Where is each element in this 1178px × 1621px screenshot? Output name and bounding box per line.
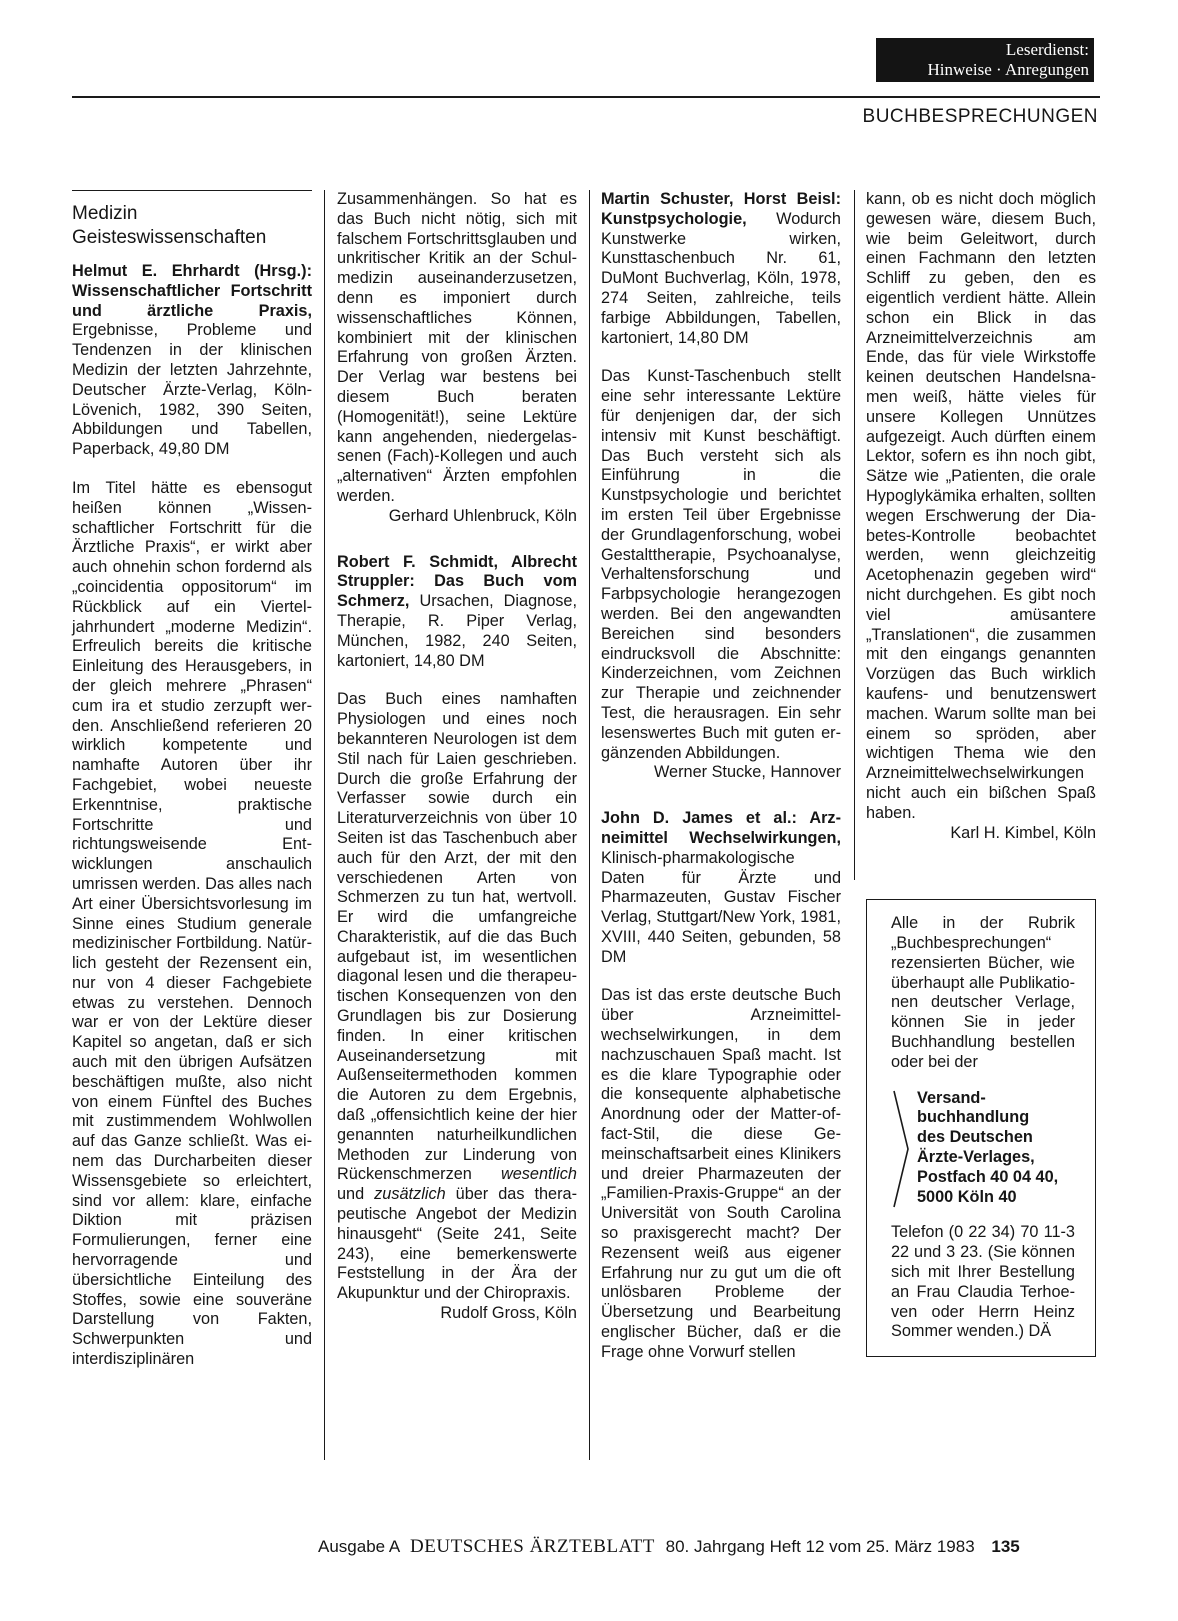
review-2-bibliography: Ursachen, Diagnose, Therapie, R. Piper Verlag, München, 1982, 240 Seiten, kartoniert, 14,80 DM	[337, 592, 577, 670]
section-title: BUCHBESPRECHUNGEN	[862, 106, 1098, 127]
address-line-6: 5000 Köln 40	[917, 1187, 1017, 1206]
category-heading	[72, 202, 312, 250]
review-2-heading: Robert F. Schmidt, Albrecht Struppler: Das Buch vom Schmerz,	[337, 552, 577, 611]
ordering-info-box	[866, 899, 1096, 1357]
review-4-heading: John D. James et al.: Arzneimittel Wechselwirkungen,	[601, 809, 841, 847]
footer-magazine: DEUTSCHES ÄRZTEBLATT	[410, 1536, 655, 1557]
section-badge	[876, 38, 1094, 82]
review-1-body-continued: Zusammenhängen. So hat es das Buch nicht nötig, sich mit falschem Fortschrittsglauben und unkritischer Kritik an der Schulmedizin auseinanderzusetzen, denn es imponiert durch wissenschaftliches Können, kombiniert mit der klinischen Erfahrung von großen Ärzten. Der Verlag war bestens bei diesem Buch beraten (Homogenität!), seine Lektüre kann angehenden, niedergelassenen (Fach)-Kollegen und auch „alternativen“ Ärzten empfohlen werden.	[337, 190, 577, 505]
review-3-body: Das Kunst-Taschenbuch stellt eine sehr interessante Lektüre für denjenigen dar, der sich intensiv mit Kunst beschäftigt. Das Buch versteht sich als Einführung in die Kunstpsychologie und berichtet im ersten Teil über Ergebnisse der Grundlagenforschung, wobei Gestalttherapie, Psychoanalyse, Verhaltensforschung und Farbpsychologie herangezogen werden. Bei den angewandten Bereichen sind besonders eindrucksvoll die Abschnitte: Kinderzeichnen, vom Zeichnen zur Therapie und zeichnender Test, die herausragen. Ein sehr lesenswertes Buch mit guten ergänzenden Abbildungen.	[601, 367, 841, 762]
review-2-body-c: über das therapeutische Angebot der Medizin hinausgeht“ (Seite 241, Seite 243), eine bemerkenswerte Feststellung in der Ära der Akupunktur und der Chiropraxis.	[337, 1185, 577, 1303]
top-rule	[72, 96, 1100, 98]
category-line-1: Medizin	[72, 203, 138, 224]
page-footer	[318, 1536, 1020, 1558]
review-4-body: Das ist das erste deutsche Buch über Arzneimittelwechselwirkungen, in dem nachzuschauen Spaß macht. Ist es die klare Typographie oder die konsequente alphabetische Anordnung oder der Matter-of-fact-Stil, die diese Gemeinschaftsarbeit eines Klinikers und dreier Pharmazeuten der „Familien-Praxis-Gruppe“ an der Universität von South Carolina so praxisgerecht macht? Der Rezensent weiß aus eigener Erfahrung nur zu gut um die oft unlösbaren Probleme der Übersetzung und Bearbeitung englischer Bücher, daß er die Frage ohne Vorwurf stellen	[601, 986, 841, 1361]
review-4-citation	[601, 809, 841, 967]
review-1-body: Im Titel hätte es ebensogut heißen können „Wissenschaftlicher Fortschritt für die Ärztliche Praxis“, er wirkt aber auch ohnehin schon fordernd als „coincidentia oppositorum“ im Rückblick auf ein Vierteljahrhundert „moderne Medizin“. Erfreulich bereits die kritische Einleitung des Herausgebers, in der gleich mehrere „Phrasen“ cum ira et studio zerzupft werden. Anschließend referieren 20 wirklich kompetente und namhafte Autoren über ihr Fachgebiet, wobei neueste Erkenntnise, praktische Fortschritte und richtungsweisende Entwicklungen anschaulich umrissen werden. Das alles nach Art einer Übersichtsvorlesung im Sinne eines Studium generale medizinischer Fortbildung. Natürlich gesteht der Rezensent ein, nur von 4 dieser Fachgebiete etwas zu verstehen. Dennoch war er von der Lektüre dieser Kapitel so angetan, daß er sich auch mit den übrigen Aufsätzen beschäftigen mußte, also nicht von einem Fünftel des Buches mit zustimmendem Wohlwollen auf das Ganze schließt. Was einem das Durcharbeiten dieser Wissensgebiete so erleichtert, sind vor allem: klare, einfache Diktion mit präzisen Formulierungen, ferner eine hervorragende und übersichtliche Einteilung des Stoffes, sowie eine souveräne Darstellung von Fakten, Schwerpunkten und interdisziplinären	[72, 478, 312, 1369]
publisher-address	[891, 1089, 1075, 1208]
column-rule-2	[589, 190, 590, 1460]
category-line-2: Geisteswissenschaften	[72, 227, 267, 248]
infobox-intro: Alle in der Rubrik „Buchbesprechungen“ rezensierten Bücher, wie überhaupt alle Publikationen deutscher Verlage, können Sie in jeder Buchhandlung bestellen oder bei der	[891, 914, 1075, 1071]
address-line-2: buchhandlung	[917, 1108, 1030, 1127]
review-2-signature: Rudolf Gross, Köln	[440, 1304, 577, 1323]
review-4-body-continued: kann, ob es nicht doch möglich gewesen wäre, diesem Buch, wie beim Geleitwort, durch einen Fachmann den letzten Schliff zu geben, den es eigentlich verdient hätte. Allein schon ein Blick in das Arzneimittelverzeichnis am Ende, das für viele Wirkstoffe keinen deutschen Handelsnamen weiß, hätte vieles für unsere Kollegen Unnützes aufgezeigt. Auch dürften einem Lektor, sofern es ihn noch gibt, Sätze wie „Patienten, die orale Hypoglykämika erhalten, sollten wegen Erschwerung der Diabetes-Kontrolle beobachtet werden, wenn gleichzeitig Acetophenazin gegeben wird“ nicht durchgehen. Es gibt noch viel amüsantere „Translationen“, die zusammen mit den eingangs genannten Vorzügen das Buch wirklich kaufens- und benutzenswert machen. Warum sollte man bei einem so spröden, aber wichtigen Thema wie den Arzneimittelwechselwirkungen nicht auch ein bißchen Spaß haben.	[866, 190, 1096, 822]
badge-line-2: Hinweise · Anregungen	[927, 60, 1089, 79]
address-line-3: des Deutschen	[917, 1128, 1033, 1147]
review-3-bibliography: Wodurch Kunstwerke wirken, Kunsttaschenbuch Nr. 61, DuMont Buchverlag, Köln, 1978, 274 Seiten, zahlreiche, teils farbige Abbildungen, Tabellen, kartoniert, 14,80 DM	[601, 209, 841, 347]
review-4-signature: Karl H. Kimbel, Köln	[950, 823, 1096, 842]
bracket-icon	[891, 1089, 917, 1208]
review-1-heading: Helmut E. Ehrhardt (Hrsg.): Wissenschaftlicher Fortschritt und ärztliche Praxis,	[72, 262, 312, 320]
column-1	[72, 190, 312, 1510]
footer-edition: Ausgabe A	[318, 1537, 400, 1556]
review-3-heading: Martin Schuster, Horst Beisl: Kunstpsychologie,	[601, 190, 841, 228]
review-3-signature: Werner Stucke, Hannover	[653, 763, 841, 782]
column-4	[866, 190, 1096, 1510]
review-1-citation	[72, 262, 312, 460]
page-number: 135	[991, 1537, 1020, 1556]
infobox-contact: Telefon (0 22 34) 70 11-3 22 und 3 23. (Sie können sich mit Ihrer Bestellung an Frau Claudia Terhoeven oder Herrn Heinz Sommer wenden.) DÄ	[891, 1223, 1075, 1341]
badge-line-1: Leserdienst:	[1005, 40, 1089, 59]
review-3-citation	[601, 190, 841, 348]
column-rule-3	[854, 190, 855, 880]
address-line-1: Versand-	[917, 1088, 986, 1107]
column-rule-1	[324, 190, 325, 1460]
publisher-address-text	[917, 1089, 1058, 1208]
review-2-body-a: Das Buch eines namhaften Physiologen und eines noch bekannteren Neurologen ist dem Stil nach für Laien geschrieben. Durch die große Erfahrung der Verfasser sowie durch ein Literaturverzeichnis von über 10 Seiten ist das Taschenbuch aber auch für den Arzt, der mit den verschiedenen Arten von Schmerzen zu tun hat, wertvoll. Er wird die umfangreiche Charakteristik, auf die das Buch aufgebaut ist, im wesentlichen diagonal lesen und die therapeutischen Konsequenzen von den Grundlagen bis zur Dosierung finden. In einer kritischen Auseinandersetzung mit Außenseitermethoden kommen die Autoren zu dem Ergebnis, daß „offensichtlich keine der hier genannten naturheilkundlichen Methoden zur Linderung von Rückenschmerzen	[337, 690, 577, 1184]
address-line-4: Ärzte-Verlages,	[917, 1148, 1035, 1167]
column-2	[337, 190, 577, 1510]
footer-issue: 80. Jahrgang Heft 12 vom 25. März 1983	[665, 1537, 975, 1556]
review-2-body-b: und	[337, 1185, 375, 1204]
review-2-citation	[337, 553, 577, 672]
category-rule	[72, 190, 312, 191]
address-line-5: Postfach 40 04 40,	[917, 1167, 1059, 1186]
review-2-emphasis-1: wesentlich	[500, 1165, 577, 1184]
review-1-signature: Gerhard Uhlenbruck, Köln	[388, 506, 577, 525]
review-2-emphasis-2: zusätzlich	[374, 1185, 446, 1204]
review-4-bibliography: Klinisch-pharmakologische Daten für Ärzte und Pharmazeuten, Gustav Fischer Verlag, Stuttgart/New York, 1981, XVIII, 440 Seiten, gebunden, 58 DM	[601, 848, 841, 966]
review-2-body	[337, 690, 577, 1304]
review-1-bibliography: Ergebnisse, Probleme und Tendenzen in der klinischen Medizin der letzten Jahrzehnte, Deutscher Ärzte-Verlag, Köln-Lövenich, 1982, 390 Seiten, Abbildungen und Tabellen, Paperback, 49,80 DM	[72, 321, 312, 459]
column-3	[601, 190, 841, 1510]
